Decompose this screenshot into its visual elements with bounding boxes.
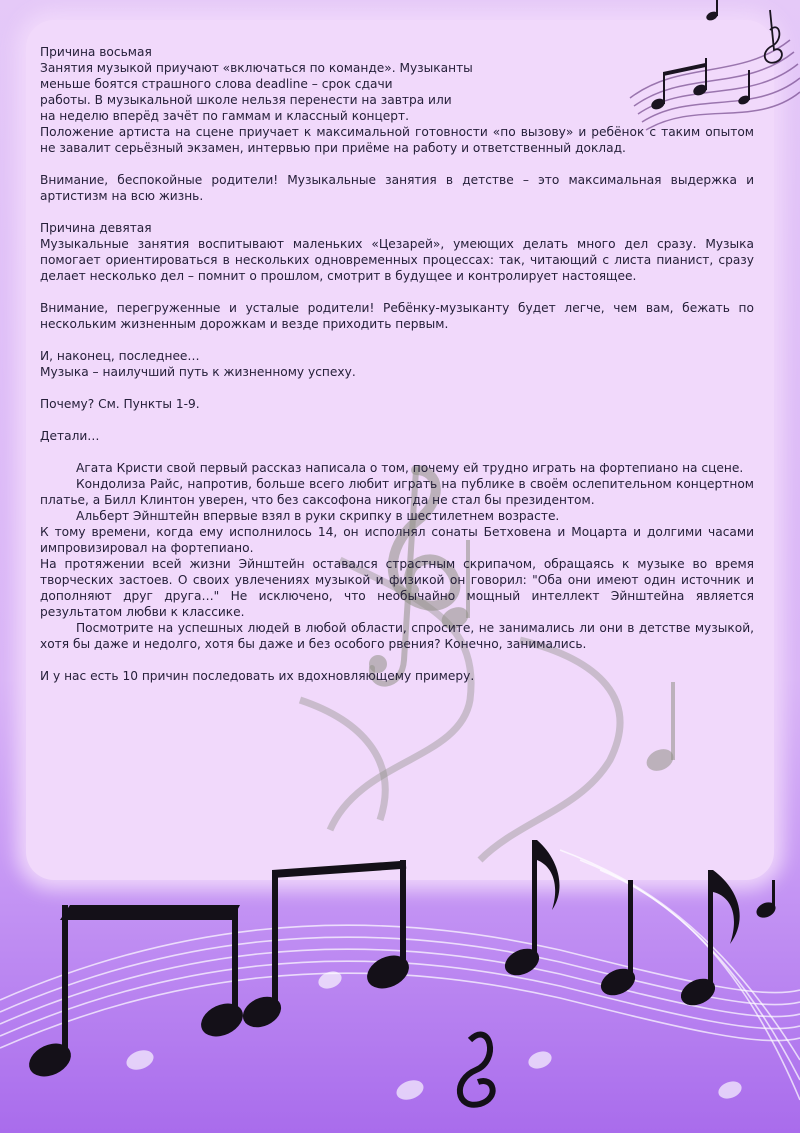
- reason8-note: Внимание, беспокойные родители! Музыкальные занятия в детстве – это максимальная выдержка и артистизм на всю жизнь.: [40, 173, 754, 203]
- details-paragraph: Агата Кристи свой первый рассказ написала о том, почему ей трудно играть на фортепиано на сцене.: [76, 461, 744, 475]
- black-music-note-icon: [24, 840, 778, 1083]
- reason8-line: Занятия музыкой приучают «включаться по команде». Музыканты: [40, 61, 473, 75]
- reason8-line: работы. В музыкальной школе нельзя перенести на завтра или: [40, 93, 452, 107]
- details-heading: Детали…: [40, 429, 100, 443]
- why-line: Почему? См. Пункты 1-9.: [40, 397, 200, 411]
- details-paragraph: Посмотрите на успешных людей в любой области, спросите, не занимались ли они в детстве музыкой, хотя бы даже и недолго, хотя бы даже и без особого рвения? Конечно, занимались.: [40, 621, 754, 651]
- reason8-paragraph: Положение артиста на сцене приучает к максимальной готовности «по вызову» и ребёнок с таким опытом не завалит серьёзный экзамен, интервью при приёме на работу и ответственный доклад.: [40, 125, 754, 155]
- reason8-heading: Причина восьмая: [40, 45, 152, 59]
- closing-line: И у нас есть 10 причин последовать их вдохновляющему примеру.: [40, 669, 475, 683]
- details-paragraph: Альберт Эйнштейн впервые взял в руки скрипку в шестилетнем возрасте.: [76, 509, 560, 523]
- details-paragraph: К тому времени, когда ему исполнилось 14, он исполнял сонаты Бетховена и Моцарта и долгими часами импровизировал на фортепиано.: [40, 525, 754, 555]
- finale-line: И, наконец, последнее…: [40, 349, 200, 363]
- reason8-line: меньше боятся страшного слова deadline – срок сдачи: [40, 77, 393, 91]
- reason9-heading: Причина девятая: [40, 221, 152, 235]
- reason8-line: на неделю вперёд зачёт по гаммам и классный концерт.: [40, 109, 410, 123]
- black-clef-icon: [460, 1034, 493, 1104]
- reason9-paragraph: Музыкальные занятия воспитывают маленьких «Цезарей», умеющих делать много дел сразу. Музыка помогает ориентироваться в нескольких одновременных процессах: так, читающий с листа пианист, сразу делает несколько дел – помнит о прошлом, смотрит в будущее и контролирует настоящее.: [40, 237, 754, 283]
- finale-line: Музыка – наилучший путь к жизненному успеху.: [40, 365, 356, 379]
- reason9-note: Внимание, перегруженные и усталые родители! Ребёнку-музыканту будет легче, чем вам, бежать по нескольким жизненным дорожкам и везде приходить первым.: [40, 301, 754, 331]
- details-paragraph: На протяжении всей жизни Эйнштейн оставался страстным скрипачом, обращаясь к музыке во время творческих застоев. О своих увлечениях музыкой и физикой он говорил: "Оба они имеют один источник и дополняют друг друга…" Не исключено, что необычайно мощный интеллект Эйнштейна является результатом любви к классике.: [40, 557, 754, 619]
- details-paragraph: Кондолиза Райс, напротив, больше всего любит играть на публике в своём ослепительном концертном платье, а Билл Клинтон уверен, что без саксофона никогда не стал бы президентом.: [40, 477, 754, 507]
